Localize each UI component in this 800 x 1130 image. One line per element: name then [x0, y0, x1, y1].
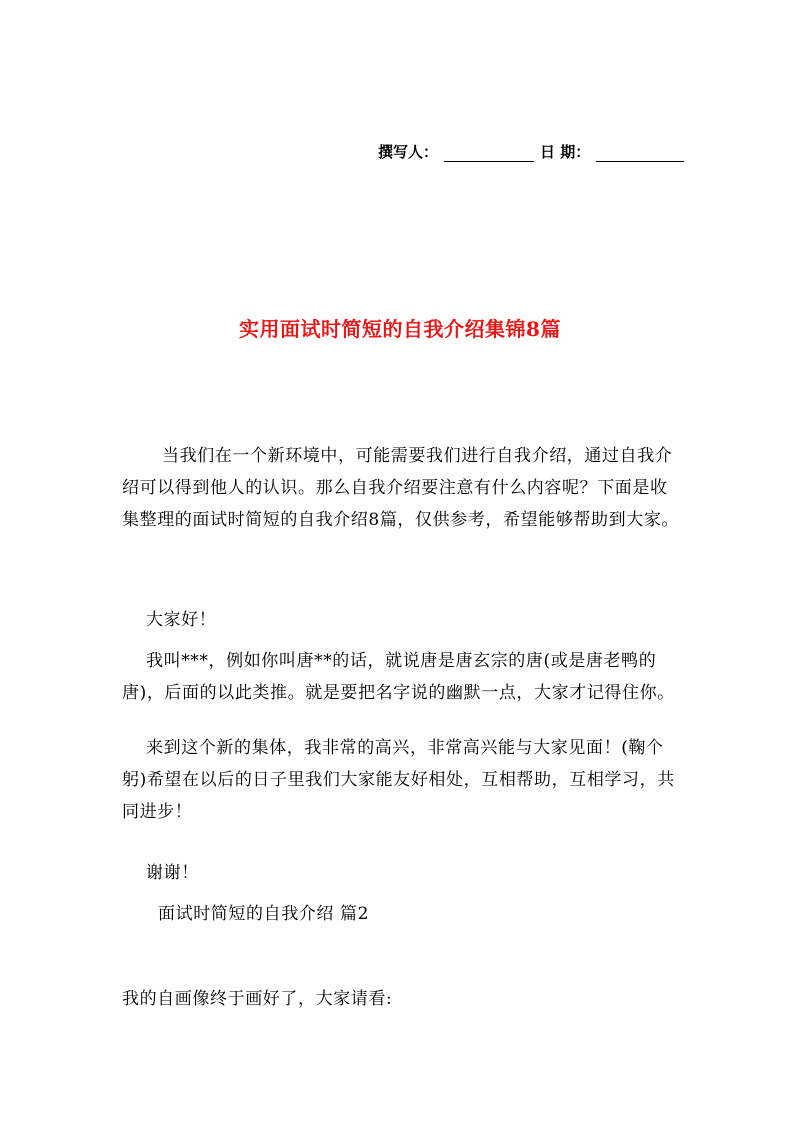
author-blank: [444, 145, 534, 162]
self-portrait-paragraph: 我的自画像终于画好了，大家请看:: [122, 989, 393, 1009]
name-paragraph: 我叫***，例如你叫唐**的话，就说唐是唐玄宗的唐(或是唐老鸭的唐)，后面的以此类推。就是要把名字说的幽默一点，大家才记得住你。: [122, 651, 675, 703]
author-label: 撰写人：: [378, 143, 439, 161]
intro-paragraph: 当我们在一个新环境中，可能需要我们进行自我介绍，通过自我介绍可以得到他人的认识。那么自我介绍要注意有什么内容呢？下面是收集整理的面试时简短的自我介绍8篇，仅供参考，希望能够帮助到大家。: [122, 446, 680, 530]
date-label: 日 期：: [540, 143, 591, 161]
greeting-paragraph: 大家好！: [146, 610, 217, 630]
header-signature-line: [378, 138, 688, 162]
thanks-paragraph: 谢谢！: [146, 863, 199, 883]
document-title: 实用面试时简短的自我介绍集锦8篇: [239, 317, 561, 341]
arrival-paragraph: 来到这个新的集体，我非常的高兴，非常高兴能与大家见面！(鞠个躬)希望在以后的日子里我们大家能友好相处，互相帮助，互相学习，共同进步！: [122, 738, 675, 822]
date-blank: [596, 145, 684, 162]
section-subtitle: 面试时简短的自我介绍 篇2: [158, 904, 370, 924]
